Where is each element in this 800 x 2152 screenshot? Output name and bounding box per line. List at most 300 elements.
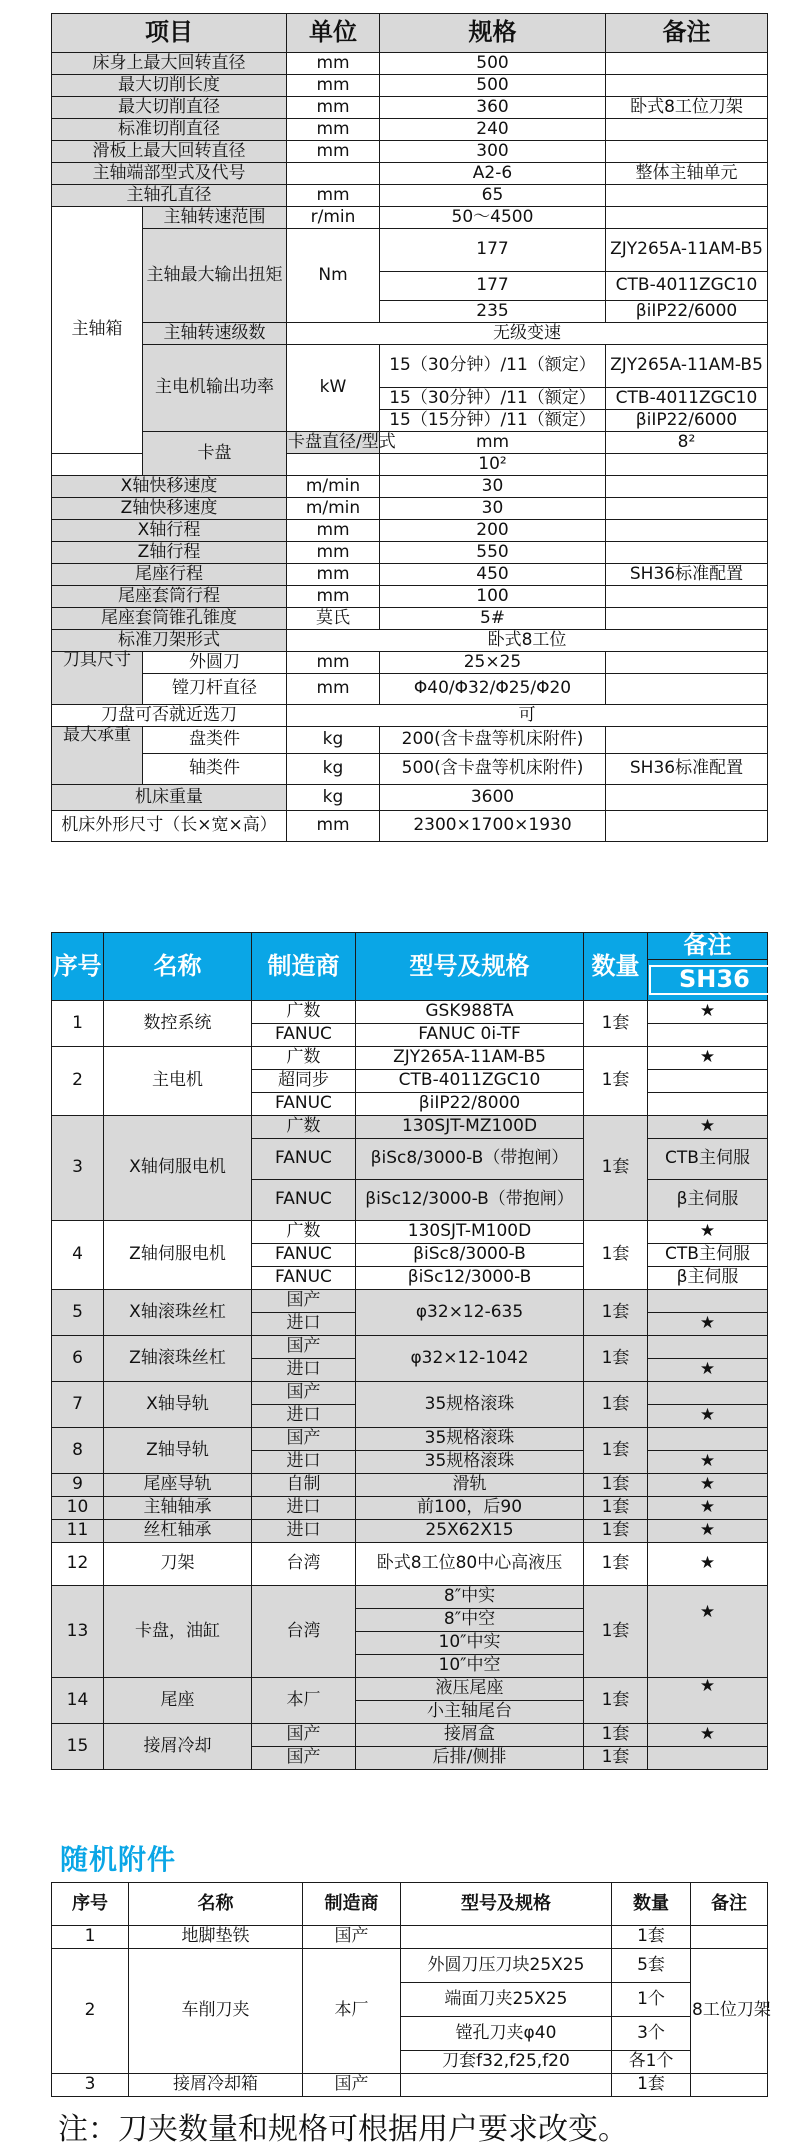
config-model: βiSc12/3000-B（带抱闸）: [356, 1180, 584, 1221]
spec-item: 尾座行程: [52, 564, 287, 586]
spec-value: 200: [380, 520, 606, 542]
spec-value: 30: [380, 476, 606, 498]
config-mark: ★: [648, 1520, 768, 1543]
spec-row: [52, 476, 768, 498]
spec-item: 主轴转速范围: [143, 207, 287, 229]
config-qty: 1套: [584, 1520, 648, 1543]
spec-unit: [287, 163, 380, 185]
table-row: [52, 1428, 768, 1451]
acc-header-qty: 数量: [612, 1883, 691, 1926]
config-maker: 进口: [252, 1497, 356, 1520]
config-maker: FANUC: [252, 1024, 356, 1047]
config-header-model: 型号及规格: [356, 933, 584, 1001]
config-name: 数控系统: [104, 1001, 252, 1047]
spec-value: Φ40/Φ32/Φ25/Φ20: [380, 674, 606, 705]
acc-name: 接屑冷却箱: [129, 2074, 303, 2097]
config-no: 15: [52, 1724, 104, 1770]
spec-value: 177: [380, 272, 606, 301]
table-row: [52, 1497, 768, 1520]
spec-note: 卧式8工位刀架: [606, 97, 768, 119]
spec-item: 盘类件: [143, 727, 287, 754]
acc-model: 镗孔刀夹φ40: [401, 2017, 612, 2051]
config-no: 4: [52, 1221, 104, 1290]
spec-value: 500(含卡盘等机床附件): [380, 754, 606, 785]
spec-row: [52, 520, 768, 542]
spec-value: 10²: [380, 454, 606, 476]
config-maker: 自制: [252, 1474, 356, 1497]
spec-row: [52, 432, 768, 454]
config-qty: 1套: [584, 1001, 648, 1047]
acc-qty: 1个: [612, 1983, 691, 2017]
spec-row: [52, 345, 768, 388]
config-name: 尾座: [104, 1678, 252, 1724]
spec-row: [52, 207, 768, 229]
spec-row: [52, 652, 768, 674]
spec-note: [606, 207, 768, 229]
acc-maker: 本厂: [303, 1949, 401, 2074]
config-model: βiSc12/3000-B: [356, 1267, 584, 1290]
spec-unit: m/min: [287, 498, 380, 520]
config-model: 后排/侧排: [356, 1747, 584, 1770]
config-qty: 1套: [584, 1586, 648, 1678]
config-model: 8″中实: [356, 1586, 584, 1609]
acc-header-maker: 制造商: [303, 1883, 401, 1926]
spec-unit: kg: [287, 727, 380, 754]
spec-item: 主轴端部型式及代号: [52, 163, 287, 185]
spec-item: X轴行程: [52, 520, 287, 542]
config-model: 35规格滚珠: [356, 1382, 584, 1428]
table-row: [52, 1047, 768, 1070]
table-row: [52, 1543, 768, 1586]
table-row: [52, 1474, 768, 1497]
spec-note: ZJY265A-11AM-B5: [606, 229, 768, 272]
config-qty: 1套: [584, 1290, 648, 1336]
config-model: βiSc8/3000-B（带抱闸）: [356, 1139, 584, 1180]
config-qty: 1套: [584, 1428, 648, 1474]
config-mark: ★: [648, 1724, 768, 1747]
spec-note: 整体主轴单元: [606, 163, 768, 185]
config-qty: 1套: [584, 1724, 648, 1747]
spec-item: 滑板上最大回转直径: [52, 141, 287, 163]
config-maker: FANUC: [252, 1244, 356, 1267]
acc-qty: 5套: [612, 1949, 691, 1983]
spec-note: [606, 141, 768, 163]
spec-note: [606, 520, 768, 542]
spec-note: [606, 119, 768, 141]
config-no: 10: [52, 1497, 104, 1520]
spec-row: [52, 564, 768, 586]
config-mark: ★: [648, 1359, 768, 1382]
spec-note: CTB-4011ZGC10: [606, 388, 768, 410]
spec-item: [52, 454, 143, 476]
spec-row: [52, 498, 768, 520]
config-header-maker: 制造商: [252, 933, 356, 1001]
spec-header-unit: 单位: [287, 14, 380, 53]
spec-row: [52, 586, 768, 608]
spec-unit: r/min: [287, 207, 380, 229]
config-model: GSK988TA: [356, 1001, 584, 1024]
config-model: φ32×12-635: [356, 1290, 584, 1336]
table-row: [52, 2074, 768, 2097]
spec-row: [52, 229, 768, 272]
spec-value: 无级变速: [287, 323, 768, 345]
spec-item: 外圆刀: [143, 652, 287, 674]
config-maker: 国产: [252, 1724, 356, 1747]
config-name: Z轴伺服电机: [104, 1221, 252, 1290]
config-maker: FANUC: [252, 1267, 356, 1290]
spec-unit: mm: [287, 652, 380, 674]
config-name: 主轴轴承: [104, 1497, 252, 1520]
spec-note: [606, 53, 768, 75]
spec-row: [52, 323, 768, 345]
config-name: 刀架: [104, 1543, 252, 1586]
acc-model: 外圆刀压刀块25X25: [401, 1949, 612, 1983]
spec-value: 65: [380, 185, 606, 207]
config-qty: 1套: [584, 1474, 648, 1497]
config-qty: 1套: [584, 1047, 648, 1116]
config-model: 接屑盒: [356, 1724, 584, 1747]
config-maker: 台湾: [252, 1543, 356, 1586]
spec-unit: mm: [287, 564, 380, 586]
spec-unit: 莫氏: [287, 608, 380, 630]
config-mark: [648, 1093, 768, 1116]
config-maker: FANUC: [252, 1180, 356, 1221]
spec-row: [52, 97, 768, 119]
config-name: 主电机: [104, 1047, 252, 1116]
spec-row: [52, 542, 768, 564]
acc-note: [691, 2074, 768, 2097]
config-model: 10″中空: [356, 1655, 584, 1678]
spec-note: ZJY265A-11AM-B5: [606, 345, 768, 388]
table-row: [52, 1001, 768, 1024]
acc-name: 车削刀夹: [129, 1949, 303, 2074]
config-no: 12: [52, 1543, 104, 1586]
config-maker: 超同步: [252, 1070, 356, 1093]
spec-unit: mm: [287, 185, 380, 207]
spec-value: 360: [380, 97, 606, 119]
spec-header-spec: 规格: [380, 14, 606, 53]
config-name: 接屑冷却: [104, 1724, 252, 1770]
config-maker: 国产: [252, 1336, 356, 1359]
spec-value: 卧式8工位: [287, 630, 768, 652]
spec-note: [606, 454, 768, 476]
acc-no: 3: [52, 2074, 129, 2097]
spec-row: [52, 705, 768, 727]
spec-header-item: 项目: [52, 14, 287, 53]
acc-model: [401, 1926, 612, 1949]
config-maker: FANUC: [252, 1139, 356, 1180]
table-row: [52, 1724, 768, 1747]
config-no: 11: [52, 1520, 104, 1543]
table-row: [52, 1586, 768, 1609]
spec-item: X轴快移速度: [52, 476, 287, 498]
config-mark: [648, 1747, 768, 1770]
acc-model: [401, 2074, 612, 2097]
table-row: [52, 1678, 768, 1701]
config-model: φ32×12-1042: [356, 1336, 584, 1382]
config-mark: ★: [648, 1451, 768, 1474]
config-model: FANUC 0i-TF: [356, 1024, 584, 1047]
config-qty: 1套: [584, 1747, 648, 1770]
config-mark: [648, 1024, 768, 1047]
spec-row: [52, 141, 768, 163]
spec-table: [51, 13, 768, 842]
config-model: 130SJT-M100D: [356, 1221, 584, 1244]
config-model: 液压尾座: [356, 1678, 584, 1701]
accessories-table: [51, 1882, 771, 2097]
spec-note: [606, 608, 768, 630]
config-model: 8″中空: [356, 1609, 584, 1632]
spec-value: 25×25: [380, 652, 606, 674]
table-row: [52, 1116, 768, 1139]
spec-note: [606, 498, 768, 520]
config-model: 滑轨: [356, 1474, 584, 1497]
spec-value: 100: [380, 586, 606, 608]
table-row: [52, 1926, 768, 1949]
spec-row: [52, 630, 768, 652]
spec-header-row: [52, 14, 768, 53]
config-no: 8: [52, 1428, 104, 1474]
config-no: 13: [52, 1586, 104, 1678]
spec-value: 30: [380, 498, 606, 520]
config-mark: ★: [648, 1678, 768, 1724]
chuck-group-label: 卡盘: [143, 432, 287, 476]
config-name: Z轴滚珠丝杠: [104, 1336, 252, 1382]
config-model: 小主轴尾台: [356, 1701, 584, 1724]
spec-note: [606, 727, 768, 754]
spec-row: [52, 811, 768, 842]
table-row: [52, 1382, 768, 1405]
config-no: 6: [52, 1336, 104, 1382]
spec-unit: kg: [287, 754, 380, 785]
spec-value: 8²: [606, 432, 768, 454]
spec-unit: mm: [287, 811, 380, 842]
acc-no: 2: [52, 1949, 129, 2074]
config-mark: ★: [648, 1047, 768, 1070]
config-qty: 1套: [584, 1543, 648, 1586]
accessories-header-row: [52, 1883, 768, 1926]
config-mark: ★: [648, 1474, 768, 1497]
config-qty: 1套: [584, 1336, 648, 1382]
spec-unit: mm: [287, 53, 380, 75]
config-maker: 国产: [252, 1382, 356, 1405]
config-maker: 进口: [252, 1520, 356, 1543]
table-row: [52, 1520, 768, 1543]
config-mark: CTB主伺服: [648, 1244, 768, 1267]
spec-value: 可: [287, 705, 768, 727]
spec-unit: mm: [287, 520, 380, 542]
config-mark: ★: [648, 1543, 768, 1586]
spec-unit: mm: [287, 586, 380, 608]
config-model: 前100，后90: [356, 1497, 584, 1520]
spec-unit: kW: [287, 345, 380, 432]
spec-value: 550: [380, 542, 606, 564]
spec-unit: mm: [287, 75, 380, 97]
spec-note: [606, 75, 768, 97]
config-header-sh36: SH36: [649, 965, 780, 994]
config-qty: 1套: [584, 1382, 648, 1428]
spec-item: 主轴孔直径: [52, 185, 287, 207]
spec-row: [52, 75, 768, 97]
table-row: [52, 1221, 768, 1244]
config-model: 35规格滚珠: [356, 1451, 584, 1474]
spec-unit: mm: [380, 432, 606, 454]
config-mark: [648, 1070, 768, 1093]
tool-group-label: 刀具尺寸: [52, 652, 143, 705]
acc-qty: 1套: [612, 2074, 691, 2097]
config-header-no: 序号: [52, 933, 104, 1001]
spec-item: 床身上最大回转直径: [52, 53, 287, 75]
config-no: 7: [52, 1382, 104, 1428]
config-qty: 1套: [584, 1678, 648, 1724]
acc-header-note: 备注: [691, 1883, 768, 1926]
spec-value: 240: [380, 119, 606, 141]
acc-model: 刀套f32,f25,f20: [401, 2051, 612, 2074]
spec-row: [52, 119, 768, 141]
spec-row: [52, 185, 768, 207]
config-model: 卧式8工位80中心高液压: [356, 1543, 584, 1586]
spec-item: 主轴转速级数: [143, 323, 287, 345]
spec-row: [52, 674, 768, 705]
table-row: [52, 1290, 768, 1313]
spec-value: 200(含卡盘等机床附件): [380, 727, 606, 754]
spec-row: [52, 785, 768, 811]
config-model: CTB-4011ZGC10: [356, 1070, 584, 1093]
spec-note: [606, 785, 768, 811]
config-model: 35规格滚珠: [356, 1428, 584, 1451]
spindle-group-label: 主轴箱: [52, 207, 143, 454]
spec-unit: mm: [287, 674, 380, 705]
config-mark: ★: [648, 1001, 768, 1024]
spec-unit: mm: [287, 542, 380, 564]
acc-no: 1: [52, 1926, 129, 1949]
config-model: ZJY265A-11AM-B5: [356, 1047, 584, 1070]
config-no: 3: [52, 1116, 104, 1221]
spec-value: 2300×1700×1930: [380, 811, 606, 842]
config-maker: 进口: [252, 1451, 356, 1474]
spec-unit: m/min: [287, 476, 380, 498]
spec-item: 轴类件: [143, 754, 287, 785]
config-no: 2: [52, 1047, 104, 1116]
spec-value: 500: [380, 53, 606, 75]
config-header-row: [52, 933, 768, 960]
config-maker: 国产: [252, 1747, 356, 1770]
config-maker: 本厂: [252, 1678, 356, 1724]
load-group-label: 最大承重: [52, 727, 143, 785]
config-name: X轴滚珠丝杠: [104, 1290, 252, 1336]
config-mark: ★: [648, 1497, 768, 1520]
spec-value: 235: [380, 301, 606, 323]
spec-note: [606, 476, 768, 498]
spec-item: 镗刀杆直径: [143, 674, 287, 705]
spec-value: 15（15分钟）/11（额定）: [380, 410, 606, 432]
config-mark: CTB主伺服: [648, 1139, 768, 1180]
config-maker: 进口: [252, 1359, 356, 1382]
config-maker: 进口: [252, 1313, 356, 1336]
config-header-note: 备注: [648, 933, 768, 960]
spec-item: 卡盘直径/型式: [288, 431, 396, 452]
config-name: 尾座导轨: [104, 1474, 252, 1497]
config-model: 10″中实: [356, 1632, 584, 1655]
acc-maker: 国产: [303, 1926, 401, 1949]
spec-row: [52, 53, 768, 75]
spec-row: [52, 754, 768, 785]
config-name: X轴伺服电机: [104, 1116, 252, 1221]
accessories-title: 随机附件: [60, 1843, 177, 1876]
spec-item: 尾座套筒行程: [52, 586, 287, 608]
acc-model: 端面刀夹25X25: [401, 1983, 612, 2017]
acc-qty: 1套: [612, 1926, 691, 1949]
spec-item: 主轴最大输出扭矩: [143, 229, 287, 323]
spec-unit: Nm: [287, 229, 380, 323]
spec-note: [606, 811, 768, 842]
acc-header-no: 序号: [52, 1883, 129, 1926]
config-mark: ★: [648, 1116, 768, 1139]
spec-note: SH36标准配置: [606, 564, 768, 586]
spec-note: [606, 586, 768, 608]
spec-note: [606, 542, 768, 564]
spec-item: 最大切削长度: [52, 75, 287, 97]
spec-value: 300: [380, 141, 606, 163]
acc-header-name: 名称: [129, 1883, 303, 1926]
config-model: βiSc8/3000-B: [356, 1244, 584, 1267]
config-name: Z轴导轨: [104, 1428, 252, 1474]
config-no: 9: [52, 1474, 104, 1497]
config-maker: 进口: [252, 1405, 356, 1428]
config-maker: 台湾: [252, 1586, 356, 1678]
config-maker: 国产: [252, 1290, 356, 1313]
config-mark: β主伺服: [648, 1180, 768, 1221]
acc-name: 地脚垫铁: [129, 1926, 303, 1949]
spec-note: [606, 674, 768, 705]
spec-note: βiIP22/6000: [606, 410, 768, 432]
acc-note: [691, 1926, 768, 1949]
spec-header-note: 备注: [606, 14, 768, 53]
spec-item: 标准刀架形式: [52, 630, 287, 652]
config-no: 14: [52, 1678, 104, 1724]
acc-qty: 各1个: [612, 2051, 691, 2074]
config-no: 5: [52, 1290, 104, 1336]
spec-row: [52, 727, 768, 754]
config-mark: ★: [648, 1586, 768, 1678]
config-mark: ★: [648, 1313, 768, 1336]
config-no: 1: [52, 1001, 104, 1047]
spec-note: CTB-4011ZGC10: [606, 272, 768, 301]
config-mark: β主伺服: [648, 1267, 768, 1290]
config-maker: 广数: [252, 1221, 356, 1244]
config-mark: ★: [648, 1221, 768, 1244]
spec-unit: mm: [287, 141, 380, 163]
spec-unit: kg: [287, 785, 380, 811]
config-name: X轴导轨: [104, 1382, 252, 1428]
config-table: [51, 932, 768, 1770]
config-maker: FANUC: [252, 1093, 356, 1116]
config-mark: [648, 1428, 768, 1451]
spec-note: [606, 185, 768, 207]
config-maker: 广数: [252, 1047, 356, 1070]
spec-row: [52, 163, 768, 185]
spec-item: Z轴行程: [52, 542, 287, 564]
spec-item: 机床外形尺寸（长×宽×高）: [52, 811, 287, 842]
config-model: βiIP22/8000: [356, 1093, 584, 1116]
config-qty: 1套: [584, 1116, 648, 1221]
spec-row: [52, 608, 768, 630]
spec-value: 5#: [380, 608, 606, 630]
spec-value: 500: [380, 75, 606, 97]
spec-value: 177: [380, 229, 606, 272]
config-header-qty: 数量: [584, 933, 648, 1001]
config-maker: 国产: [252, 1428, 356, 1451]
